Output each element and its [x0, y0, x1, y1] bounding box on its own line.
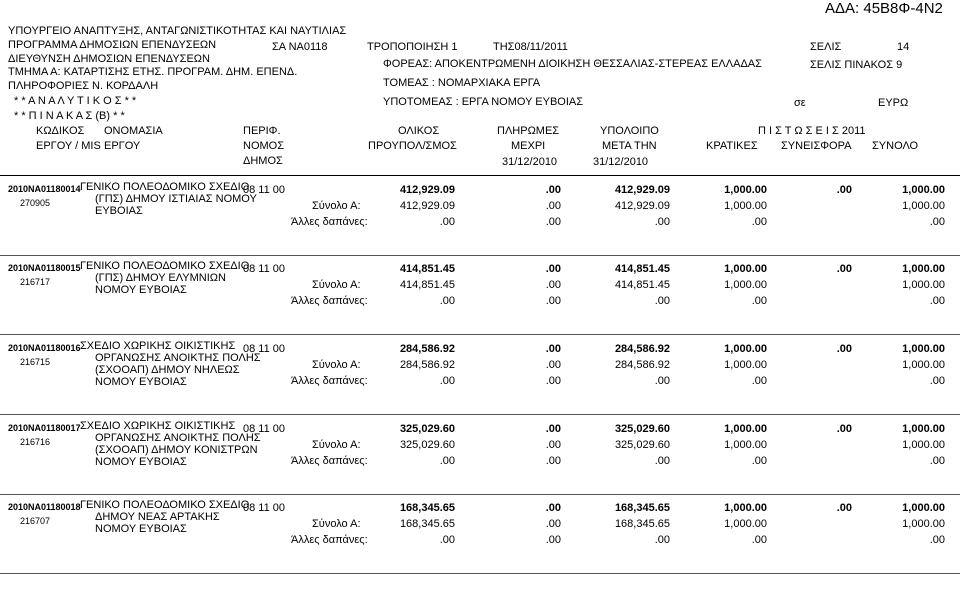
unit-se: σε	[794, 97, 806, 109]
total-budget: 325,029.60	[399, 423, 455, 435]
synolo-a-label: Σύνολο Α:	[312, 518, 361, 530]
analytic-heading: * * Α Ν Α Λ Υ Τ Ι Κ Ο Σ * *	[14, 95, 137, 107]
col-region-dimos: ΔΗΜΟΣ	[243, 155, 283, 167]
other-state: .00	[751, 375, 767, 387]
agency-line: ΦΟΡΕΑΣ: ΑΠΟΚΕΝΤΡΩΜΕΝΗ ΔΙΟΙΚΗΣΗ ΘΕΣΣΑΛΙΑΣ-ΣΤΕΡΕΑΣ ΕΛΛΑΔΑΣ	[383, 58, 762, 70]
synolo-a-budget: 284,586.92	[399, 359, 455, 371]
synolo-a-state: 1,000.00	[724, 518, 767, 530]
col-paid: ΠΛΗΡΩΜΕΣ	[497, 125, 560, 137]
project-name-line: ΔΗΜΟΥ ΝΕΑΣ ΑΡΤΑΚΗΣ	[95, 511, 220, 523]
other-expenses-label: Άλλες δαπάνες:	[291, 375, 368, 387]
other-expenses-label: Άλλες δαπάνες:	[291, 455, 368, 467]
col-paid-date: 31/12/2010	[502, 156, 558, 168]
synolo-a-remaining: 168,345.65	[614, 518, 670, 530]
project-name-line: ΣΧΕΔΙΟ ΧΩΡΙΚΗΣ ΟΙΚΙΣΤΙΚΗΣ	[80, 340, 236, 352]
total-budget: 168,345.65	[399, 502, 455, 514]
project-mis: 216715	[20, 357, 51, 367]
col-paid-until: ΜΕΧΡΙ	[511, 140, 546, 152]
col-state: ΚΡΑΤΙΚΕΣ	[706, 140, 758, 152]
sa-code: ΣΑ ΝΑ0118	[272, 41, 328, 53]
synolo-a-state: 1,000.00	[724, 439, 767, 451]
project-name-line: ΟΡΓΑΝΩΣΗΣ ΑΝΟΙΚΤΗΣ ΠΟΛΗΣ	[95, 352, 261, 364]
col-remaining-after: ΜΕΤΑ ΤΗΝ	[602, 140, 657, 152]
other-expenses-label: Άλλες δαπάνες:	[291, 295, 368, 307]
total-state: 1,000.00	[724, 263, 767, 275]
project-name-line: ΓΕΝΙΚΟ ΠΟΛΕΟΔΟΜΙΚΟ ΣΧΕΔΙΟ	[80, 260, 250, 272]
synolo-a-sum: 1,000.00	[902, 279, 945, 291]
total-state: 1,000.00	[724, 343, 767, 355]
project-name-line: (ΓΠΣ) ΔΗΜΟΥ ΕΛΥΜΝΙΩΝ	[95, 272, 226, 284]
col-name: ΟΝΟΜΑΣΙΑ	[104, 125, 163, 137]
project-mis: 216716	[20, 437, 51, 447]
synolo-a-label: Σύνολο Α:	[312, 439, 361, 451]
total-state: 1,000.00	[724, 184, 767, 196]
department-title: ΤΜΗΜΑ Α: ΚΑΤΑΡΤΙΣΗΣ ΕΤΗΣ. ΠΡΟΓΡΑΜ. ΔΗΜ. ΕΠΕΝΔ.	[8, 66, 298, 78]
info-line: ΠΛΗΡΟΦΟΡΙΕΣ Ν. ΚΟΡΔΑΛΗ	[8, 80, 159, 92]
other-budget: .00	[439, 375, 455, 387]
project-name-line: ΝΟΜΟΥ ΕΥΒΟΙΑΣ	[95, 376, 187, 388]
col-budget: ΠΡΟΥΠΟΛ/ΣΜΟΣ	[368, 140, 457, 152]
project-name-line: (ΓΠΣ) ΔΗΜΟΥ ΙΣΤΙΑΙΑΣ ΝΟΜΟΥ	[95, 193, 257, 205]
project-name-line: ΕΥΒΟΙΑΣ	[95, 205, 143, 217]
total-state: 1,000.00	[724, 423, 767, 435]
record-separator	[0, 414, 960, 415]
synolo-a-label: Σύνολο Α:	[312, 200, 361, 212]
synolo-a-paid: .00	[545, 200, 561, 212]
total-contrib: .00	[836, 263, 852, 275]
project-mis: 270905	[20, 198, 51, 208]
total-sum: 1,000.00	[902, 184, 945, 196]
other-sum: .00	[929, 375, 945, 387]
col-remaining-date: 31/12/2010	[593, 156, 649, 168]
project-region: 08 11 00	[243, 263, 286, 275]
table-page: ΣΕΛΙΣ ΠΙΝΑΚΟΣ 9	[810, 59, 903, 71]
subsector-line: ΥΠΟΤΟΜΕΑΣ : ΕΡΓΑ ΝΟΜΟΥ ΕΥΒΟΙΑΣ	[383, 96, 584, 108]
other-paid: .00	[545, 455, 561, 467]
synolo-a-budget: 168,345.65	[399, 518, 455, 530]
project-name-line: ΣΧΕΔΙΟ ΧΩΡΙΚΗΣ ΟΙΚΙΣΤΙΚΗΣ	[80, 420, 236, 432]
synolo-a-budget: 412,929.09	[399, 200, 455, 212]
project-name-line: ΝΟΜΟΥ ΕΥΒΟΙΑΣ	[95, 523, 187, 535]
col-region: ΠΕΡΙΦ.	[243, 125, 281, 137]
other-sum: .00	[929, 455, 945, 467]
total-remaining: 412,929.09	[614, 184, 670, 196]
total-remaining: 414,851.45	[614, 263, 670, 275]
other-remaining: .00	[654, 455, 670, 467]
record-separator	[0, 573, 960, 574]
project-record	[0, 499, 960, 603]
total-remaining: 325,029.60	[614, 423, 670, 435]
total-budget: 412,929.09	[399, 184, 455, 196]
project-region: 08 11 00	[243, 343, 286, 355]
total-contrib: .00	[836, 184, 852, 196]
project-code: 2010ΝΑ01180018	[8, 502, 81, 512]
total-paid: .00	[545, 184, 561, 196]
synolo-a-remaining: 414,851.45	[614, 279, 670, 291]
other-state: .00	[751, 534, 767, 546]
synolo-a-sum: 1,000.00	[902, 200, 945, 212]
other-state: .00	[751, 455, 767, 467]
project-name-line: (ΣΧΟΟΑΠ) ΔΗΜΟΥ ΝΗΛΕΩΣ	[95, 364, 240, 376]
other-sum: .00	[929, 534, 945, 546]
unit-euro: ΕΥΡΩ	[878, 97, 909, 109]
total-contrib: .00	[836, 423, 852, 435]
synolo-a-sum: 1,000.00	[902, 359, 945, 371]
other-remaining: .00	[654, 295, 670, 307]
total-paid: .00	[545, 343, 561, 355]
record-separator	[0, 334, 960, 335]
record-separator	[0, 494, 960, 495]
other-expenses-label: Άλλες δαπάνες:	[291, 534, 368, 546]
total-paid: .00	[545, 423, 561, 435]
other-remaining: .00	[654, 534, 670, 546]
other-paid: .00	[545, 375, 561, 387]
project-code: 2010ΝΑ01180016	[8, 343, 81, 353]
total-budget: 284,586.92	[399, 343, 455, 355]
project-mis: 216717	[20, 277, 51, 287]
synolo-a-state: 1,000.00	[724, 359, 767, 371]
synolo-a-paid: .00	[545, 359, 561, 371]
project-code: 2010ΝΑ01180014	[8, 184, 81, 194]
col-remaining: ΥΠΟΛΟΙΠΟ	[600, 125, 659, 137]
sector-line: ΤΟΜΕΑΣ : ΝΟΜΑΡΧΙΑΚΑ ΕΡΓΑ	[383, 77, 541, 89]
synolo-a-budget: 414,851.45	[399, 279, 455, 291]
total-sum: 1,000.00	[902, 423, 945, 435]
synolo-a-paid: .00	[545, 439, 561, 451]
project-name-line: (ΣΧΟΟΑΠ) ΔΗΜΟΥ ΚΟΝΙΣΤΡΩΝ	[95, 444, 258, 456]
total-state: 1,000.00	[724, 502, 767, 514]
project-region: 08 11 00	[243, 502, 286, 514]
synolo-a-sum: 1,000.00	[902, 439, 945, 451]
amendment-date: ΤΗΣ08/11/2011	[493, 41, 568, 53]
other-sum: .00	[929, 295, 945, 307]
synolo-a-remaining: 325,029.60	[614, 439, 670, 451]
total-paid: .00	[545, 502, 561, 514]
page-label: ΣΕΛΙΣ	[810, 41, 842, 53]
col-credits: Π Ι Σ Τ Ω Σ Ε Ι Σ 2011	[758, 125, 866, 137]
synolo-a-paid: .00	[545, 279, 561, 291]
other-remaining: .00	[654, 216, 670, 228]
other-state: .00	[751, 216, 767, 228]
synolo-a-state: 1,000.00	[724, 200, 767, 212]
col-contrib: ΣΥΝΕΙΣΦΟΡΑ	[781, 140, 852, 152]
other-paid: .00	[545, 295, 561, 307]
project-name-line: ΟΡΓΑΝΩΣΗΣ ΑΝΟΙΚΤΗΣ ΠΟΛΗΣ	[95, 432, 261, 444]
other-budget: .00	[439, 534, 455, 546]
other-budget: .00	[439, 455, 455, 467]
other-sum: .00	[929, 216, 945, 228]
total-remaining: 284,586.92	[614, 343, 670, 355]
project-mis: 216707	[20, 516, 51, 526]
total-contrib: .00	[836, 502, 852, 514]
project-region: 08 11 00	[243, 184, 286, 196]
other-budget: .00	[439, 295, 455, 307]
col-sum: ΣΥΝΟΛΟ	[872, 140, 919, 152]
total-sum: 1,000.00	[902, 343, 945, 355]
other-state: .00	[751, 295, 767, 307]
synolo-a-state: 1,000.00	[724, 279, 767, 291]
project-code: 2010ΝΑ01180015	[8, 263, 81, 273]
total-paid: .00	[545, 263, 561, 275]
ada-code: ΑΔΑ: 45Β8Φ-4Ν2	[825, 0, 943, 17]
pinakas-heading: * * Π Ι Ν Α Κ Α Σ (Β) * *	[14, 110, 125, 122]
project-name-line: ΓΕΝΙΚΟ ΠΟΛΕΟΔΟΜΙΚΟ ΣΧΕΔΙΟ	[80, 181, 250, 193]
total-remaining: 168,345.65	[614, 502, 670, 514]
synolo-a-paid: .00	[545, 518, 561, 530]
header-rule	[0, 175, 960, 176]
col-total: ΟΛΙΚΟΣ	[398, 125, 440, 137]
total-contrib: .00	[836, 343, 852, 355]
other-expenses-label: Άλλες δαπάνες:	[291, 216, 368, 228]
other-remaining: .00	[654, 375, 670, 387]
synolo-a-label: Σύνολο Α:	[312, 279, 361, 291]
other-paid: .00	[545, 216, 561, 228]
col-region-nomos: ΝΟΜΟΣ	[243, 140, 285, 152]
page-number: 14	[897, 41, 910, 53]
project-name-line: ΓΕΝΙΚΟ ΠΟΛΕΟΔΟΜΙΚΟ ΣΧΕΔΙΟ	[80, 499, 250, 511]
synolo-a-budget: 325,029.60	[399, 439, 455, 451]
program-title: ΠΡΟΓΡΑΜΜΑ ΔΗΜΟΣΙΩΝ ΕΠΕΝΔΥΣΕΩΝ	[8, 39, 217, 51]
synolo-a-remaining: 284,586.92	[614, 359, 670, 371]
project-name-line: ΝΟΜΟΥ ΕΥΒΟΙΑΣ	[95, 456, 187, 468]
ministry-title: ΥΠΟΥΡΓΕΙΟ ΑΝΑΠΤΥΞΗΣ, ΑΝΤΑΓΩΝΙΣΤΙΚΟΤΗΤΑΣ ΚΑΙ ΝΑΥΤΙΛΙΑΣ	[8, 25, 347, 37]
project-name-line: ΝΟΜΟΥ ΕΥΒΟΙΑΣ	[95, 284, 187, 296]
synolo-a-sum: 1,000.00	[902, 518, 945, 530]
total-budget: 414,851.45	[399, 263, 455, 275]
col-code-mis: ΕΡΓΟΥ / MIS	[36, 140, 101, 152]
project-code: 2010ΝΑ01180017	[8, 423, 81, 433]
record-separator	[0, 255, 960, 256]
synolo-a-label: Σύνολο Α:	[312, 359, 361, 371]
col-code: ΚΩΔΙΚΟΣ	[36, 125, 85, 137]
other-paid: .00	[545, 534, 561, 546]
other-budget: .00	[439, 216, 455, 228]
total-sum: 1,000.00	[902, 502, 945, 514]
total-sum: 1,000.00	[902, 263, 945, 275]
directorate-title: ΔΙΕΥΘΥΝΣΗ ΔΗΜΟΣΙΩΝ ΕΠΕΝΔΥΣΕΩΝ	[8, 53, 210, 65]
amendment-label: ΤΡΟΠΟΠΟΙΗΣΗ 1	[367, 41, 458, 53]
col-name-2: ΕΡΓΟΥ	[104, 140, 141, 152]
project-region: 08 11 00	[243, 423, 286, 435]
synolo-a-remaining: 412,929.09	[614, 200, 670, 212]
